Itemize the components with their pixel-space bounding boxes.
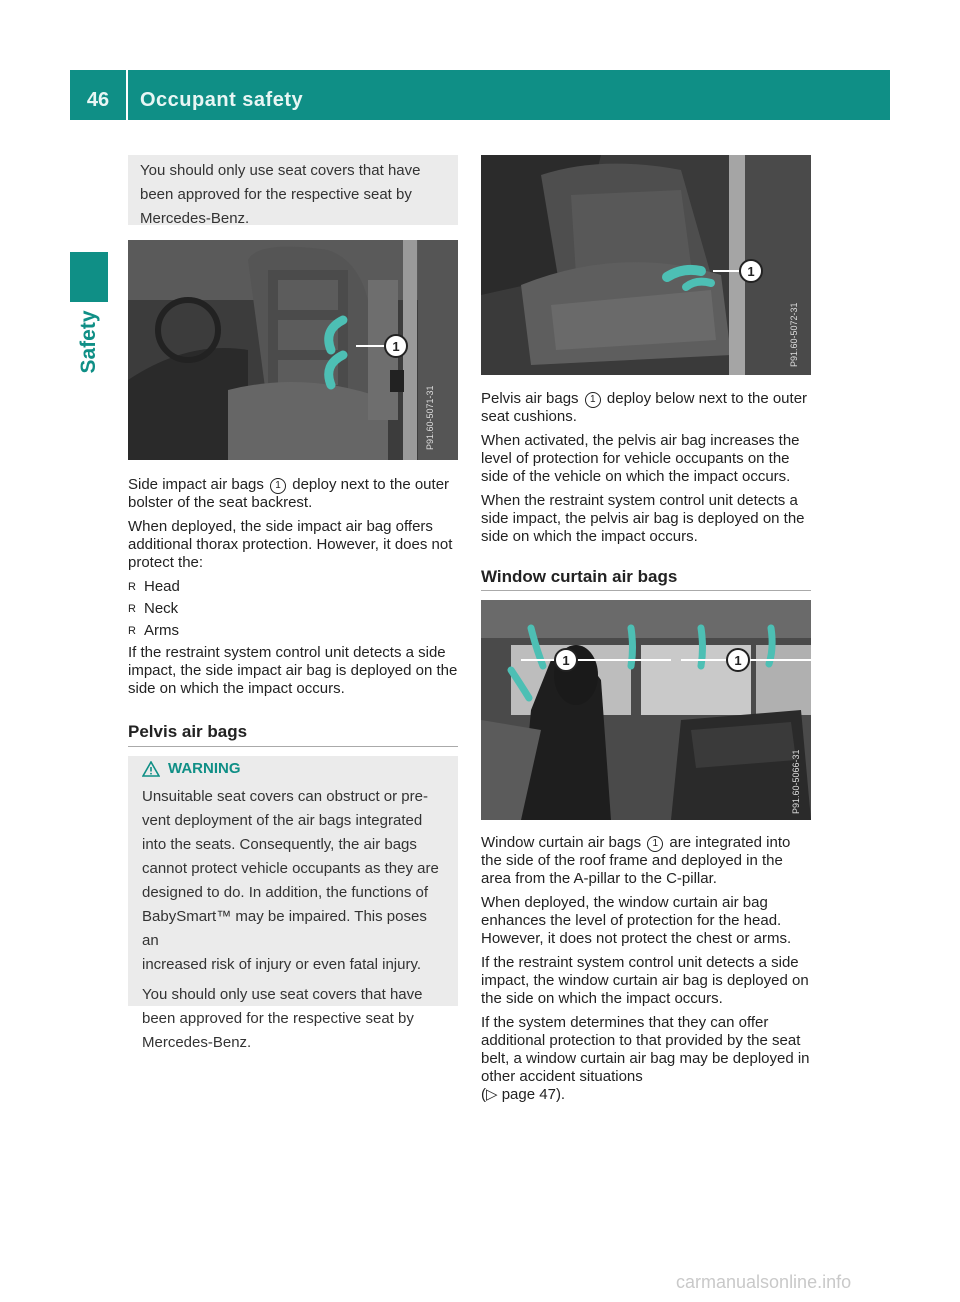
- page-reference-arrow-icon: ▷: [486, 1086, 498, 1103]
- pelvis-activated-paragraph: When activated, the pelvis air bag increases the level of protection for vehicle occupants on the side of the vehicle on which the impact occurs.: [481, 432, 800, 485]
- warning-box: [128, 756, 458, 1051]
- head-protection-paragraph: When deployed, the window curtain air bag enhances the level of protection for the head. However, it does not protect the chest or arms.: [481, 894, 792, 947]
- window-curtain-illustration: [481, 600, 811, 820]
- watermark: carmanualsonline.info: [676, 1272, 852, 1292]
- callout-number: 1: [734, 653, 742, 668]
- section-tab-label: Safety: [77, 310, 100, 374]
- image-code: P91.60-5072-31: [789, 302, 799, 367]
- pelvis-airbag-photo: [481, 155, 811, 375]
- callout-marker: 1: [585, 392, 601, 408]
- window-curtain-photo: [481, 600, 811, 820]
- section-tab-marker: [70, 252, 108, 302]
- heading-divider: [481, 590, 811, 591]
- list-item: R Arms: [128, 622, 179, 639]
- pelvis-airbag-paragraph: Pelvis air bags 1 deploy below next to the outer seat cushions.: [481, 390, 808, 425]
- list-item: R Head: [128, 578, 180, 595]
- warning-line: Mercedes-Benz.: [142, 1034, 252, 1051]
- window-deploy-paragraph: If the restraint system control unit detects a side impact, the window curtain air bag is deployed on the side on which the impact occurs.: [481, 954, 809, 1007]
- image-code: P91.60-5066-31: [791, 749, 801, 814]
- pelvis-deploy-paragraph: When the restraint system control unit detects a side impact, the pelvis air bag is deployed on the side on which the impact occurs.: [481, 492, 805, 545]
- note-box: [128, 155, 458, 225]
- warning-line: into the seats. Consequently, the air bags: [142, 836, 417, 853]
- warning-triangle-icon: [142, 761, 160, 777]
- callout-marker: 1: [647, 836, 663, 852]
- list-item: R Neck: [128, 600, 179, 617]
- note-line: You should only use seat covers that have: [140, 162, 421, 179]
- warning-title: WARNING: [142, 760, 444, 777]
- right-body-text-top: [481, 390, 813, 552]
- deploy-paragraph: If the restraint system control unit detects a side impact, the side impact air bag is deployed on the side on which the impact occurs.: [128, 644, 458, 697]
- section-heading-window-curtain: Window curtain air bags: [481, 567, 678, 586]
- bullet-list: [128, 578, 460, 640]
- side-airbag-illustration: [128, 240, 458, 460]
- warning-line: Unsuitable seat covers can obstruct or pre-: [142, 788, 428, 805]
- callout-number: 1: [392, 339, 400, 354]
- other-accidents-paragraph: If the system determines that they can offer additional protection to that provided by the seat belt, a window curtain air bag may be deployed in other accident situations (▷ page 47).: [481, 1014, 810, 1103]
- callout-number: 1: [562, 653, 570, 668]
- warning-line: You should only use seat covers that have: [142, 986, 423, 1003]
- header-divider: [126, 70, 128, 120]
- window-curtain-paragraph: Window curtain air bags 1 are integrated into the side of the roof frame and deployed in the area from the A-pillar to the C-pillar.: [481, 834, 791, 887]
- page-reference-link[interactable]: page 47).: [501, 1086, 566, 1103]
- side-airbag-paragraph: Side impact air bags 1 deploy next to the outer bolster of the seat backrest.: [128, 476, 450, 511]
- warning-line: BabySmart™ may be impaired. This poses an: [142, 908, 427, 949]
- side-airbag-photo: [128, 240, 458, 460]
- callout-number: 1: [747, 264, 755, 279]
- page-title: Occupant safety: [140, 89, 304, 111]
- section-heading-pelvis: Pelvis air bags: [128, 722, 248, 741]
- image-code: P91.60-5071-31: [425, 385, 435, 450]
- warning-line: cannot protect vehicle occupants as they are: [142, 860, 439, 877]
- warning-line: been approved for the respective seat by: [142, 1010, 414, 1027]
- page-number: 46: [86, 89, 110, 111]
- callout-marker: 1: [270, 478, 286, 494]
- heading-divider: [128, 746, 458, 747]
- warning-line: designed to do. In addition, the functions of: [142, 884, 429, 901]
- note-line: Mercedes-Benz.: [140, 210, 250, 227]
- left-body-text: [128, 476, 460, 704]
- warning-line: increased risk of injury or even fatal injury.: [142, 956, 422, 973]
- right-body-text-bottom: [481, 834, 813, 1110]
- note-line: been approved for the respective seat by: [140, 186, 412, 203]
- warning-line: vent deployment of the air bags integrated: [142, 812, 423, 829]
- thorax-paragraph: When deployed, the side impact air bag offers additional thorax protection. However, it does not protect the:: [128, 518, 453, 571]
- pelvis-airbag-illustration: [481, 155, 811, 375]
